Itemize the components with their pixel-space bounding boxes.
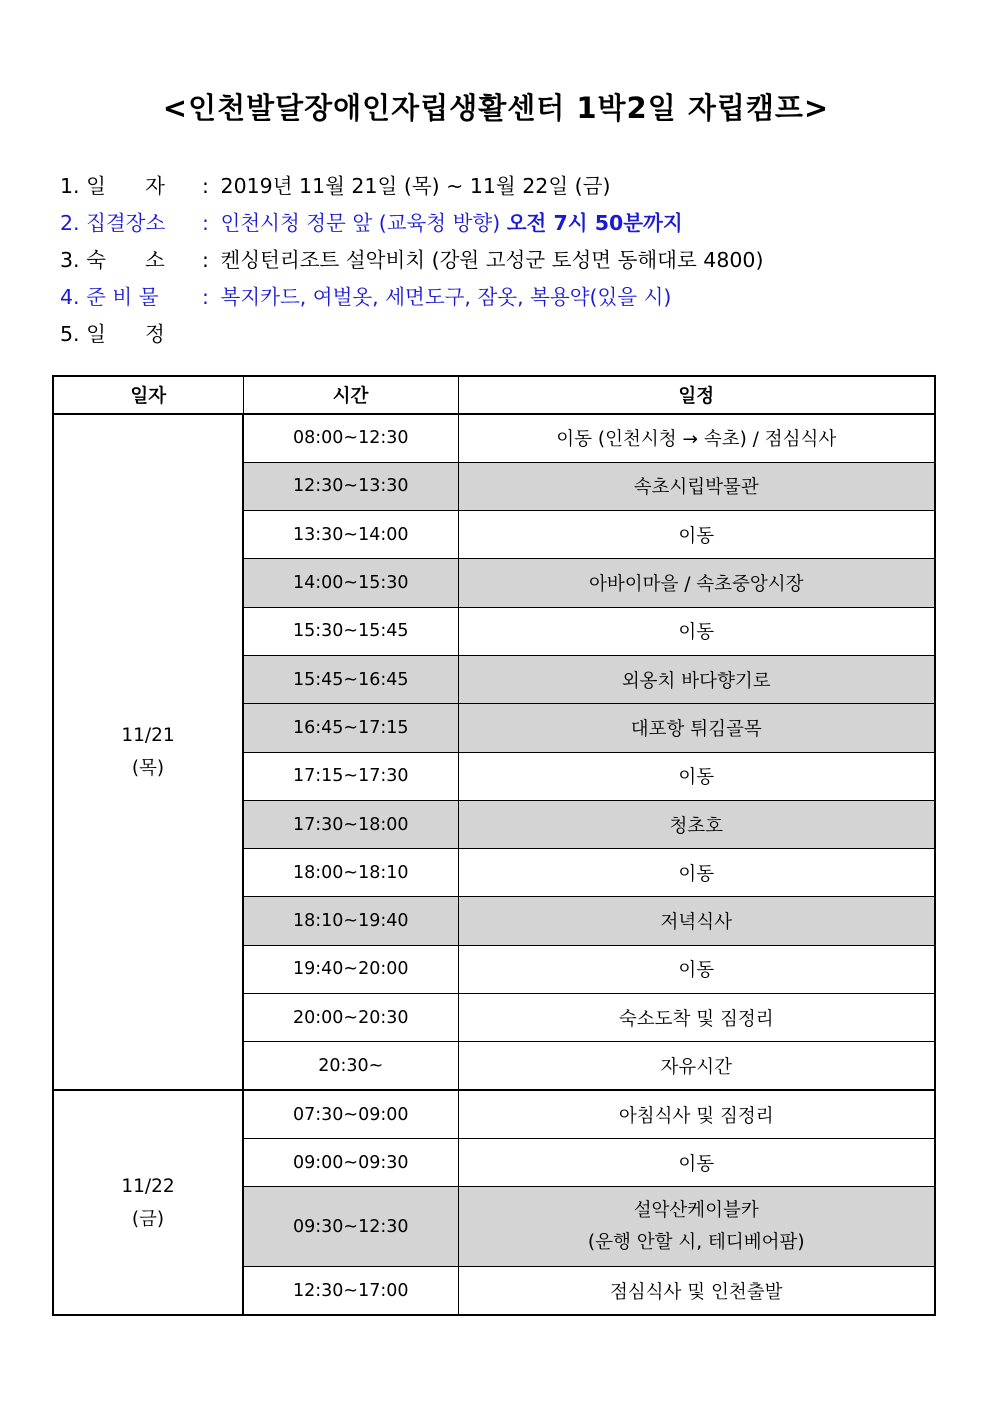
time-cell: 17:15~17:30 (243, 752, 458, 800)
activity-text: 외옹치 바다향기로 (621, 670, 771, 692)
date-cell (53, 414, 243, 1090)
activity-cell (458, 994, 935, 1042)
header-date: 일자 (53, 376, 243, 414)
activity-cell (458, 414, 935, 462)
activity-cell (458, 655, 935, 703)
time-cell: 09:00~09:30 (243, 1138, 458, 1186)
activity-text: 청초호 (669, 815, 724, 837)
activity-cell (458, 462, 935, 510)
header-schedule: 일정 (458, 376, 935, 414)
activity-text: 숙소도착 및 짐정리 (618, 1008, 774, 1030)
activity-note: (운행 안할 시, 테디베어팜) (587, 1231, 805, 1253)
activity-cell (458, 511, 935, 559)
info-label: 5. 일 정 (60, 322, 165, 346)
activity-cell (458, 800, 935, 848)
time-cell: 12:30~13:30 (243, 462, 458, 510)
activity-text: 이동 (678, 960, 715, 982)
info-value: 켄싱턴리조트 설악비치 (강원 고성군 토성면 동해대로 4800) (220, 248, 764, 272)
time-cell: 13:30~14:00 (243, 511, 458, 559)
time-cell: 15:45~16:45 (243, 655, 458, 703)
time-cell: 20:30~ (243, 1042, 458, 1090)
activity-text: 이동 (인천시청 → 속초) / 점심식사 (556, 429, 837, 451)
activity-cell (458, 1267, 935, 1315)
info-date (60, 168, 940, 205)
activity-cell (458, 704, 935, 752)
info-label: 3. 숙 소 (60, 248, 165, 272)
activity-text: 이동 (678, 1153, 715, 1175)
weekday-label: (목) (131, 758, 165, 780)
activity-text: 자유시간 (660, 1056, 732, 1078)
activity-cell (458, 1090, 935, 1138)
activity-cell (458, 1187, 935, 1267)
time-cell: 09:30~12:30 (243, 1187, 458, 1267)
time-cell: 15:30~15:45 (243, 607, 458, 655)
date-label: 11/22 (121, 1175, 175, 1197)
info-schedule (60, 316, 940, 353)
activity-text: 속초시립박물관 (633, 477, 759, 499)
info-separator: : (202, 174, 209, 198)
page-title: <인천발달장애인자립생활센터 1박2일 자립캠프> (162, 91, 830, 125)
info-list (60, 168, 940, 353)
time-cell: 14:00~15:30 (243, 559, 458, 607)
time-cell: 19:40~20:00 (243, 945, 458, 993)
header-time: 시간 (243, 376, 458, 414)
info-separator: : (202, 248, 209, 272)
activity-cell (458, 559, 935, 607)
activity-cell (458, 897, 935, 945)
activity-text: 아바이마을 / 속초중앙시장 (588, 574, 804, 596)
time-cell: 08:00~12:30 (243, 414, 458, 462)
info-separator: : (202, 285, 209, 309)
info-meeting-place (60, 205, 940, 242)
info-label: 4. 준 비 물 (60, 285, 159, 309)
info-meeting-time: 오전 7시 50분까지 (506, 211, 683, 235)
info-label: 1. 일 자 (60, 174, 165, 198)
activity-text: 아침식사 및 짐정리 (618, 1105, 774, 1127)
time-cell: 17:30~18:00 (243, 800, 458, 848)
info-value: 인천시청 정문 앞 (교육청 방향) (220, 211, 507, 235)
activity-cell (458, 1042, 935, 1090)
info-supplies (60, 279, 940, 316)
activity-text: 이동 (678, 767, 715, 789)
date-cell (53, 1090, 243, 1315)
info-lodging (60, 242, 940, 279)
activity-cell (458, 607, 935, 655)
info-label: 2. 집결장소 (60, 211, 166, 235)
schedule-table (52, 375, 936, 1316)
time-cell: 18:10~19:40 (243, 897, 458, 945)
activity-cell (458, 849, 935, 897)
activity-text: 이동 (678, 622, 715, 644)
info-value: 복지카드, 여벌옷, 세면도구, 잠옷, 복용약(있을 시) (220, 285, 672, 309)
info-value: 2019년 11월 21일 (목) ~ 11월 22일 (금) (220, 174, 611, 198)
activity-text: 점심식사 및 인천출발 (609, 1281, 783, 1303)
time-cell: 12:30~17:00 (243, 1267, 458, 1315)
activity-cell (458, 752, 935, 800)
time-cell: 16:45~17:15 (243, 704, 458, 752)
activity-cell (458, 1138, 935, 1186)
activity-text: 대포항 튀김골목 (630, 718, 762, 740)
weekday-label: (금) (131, 1208, 165, 1230)
activity-cell (458, 945, 935, 993)
activity-text: 이동 (678, 525, 715, 547)
date-label: 11/21 (121, 725, 175, 747)
time-cell: 20:00~20:30 (243, 994, 458, 1042)
table-row (53, 1090, 935, 1138)
info-separator: : (202, 211, 209, 235)
time-cell: 18:00~18:10 (243, 849, 458, 897)
activity-text: 설악산케이블카 (633, 1199, 759, 1221)
activity-text: 저녁식사 (660, 912, 732, 934)
activity-text: 이동 (678, 863, 715, 885)
table-row (53, 414, 935, 462)
time-cell: 07:30~09:00 (243, 1090, 458, 1138)
